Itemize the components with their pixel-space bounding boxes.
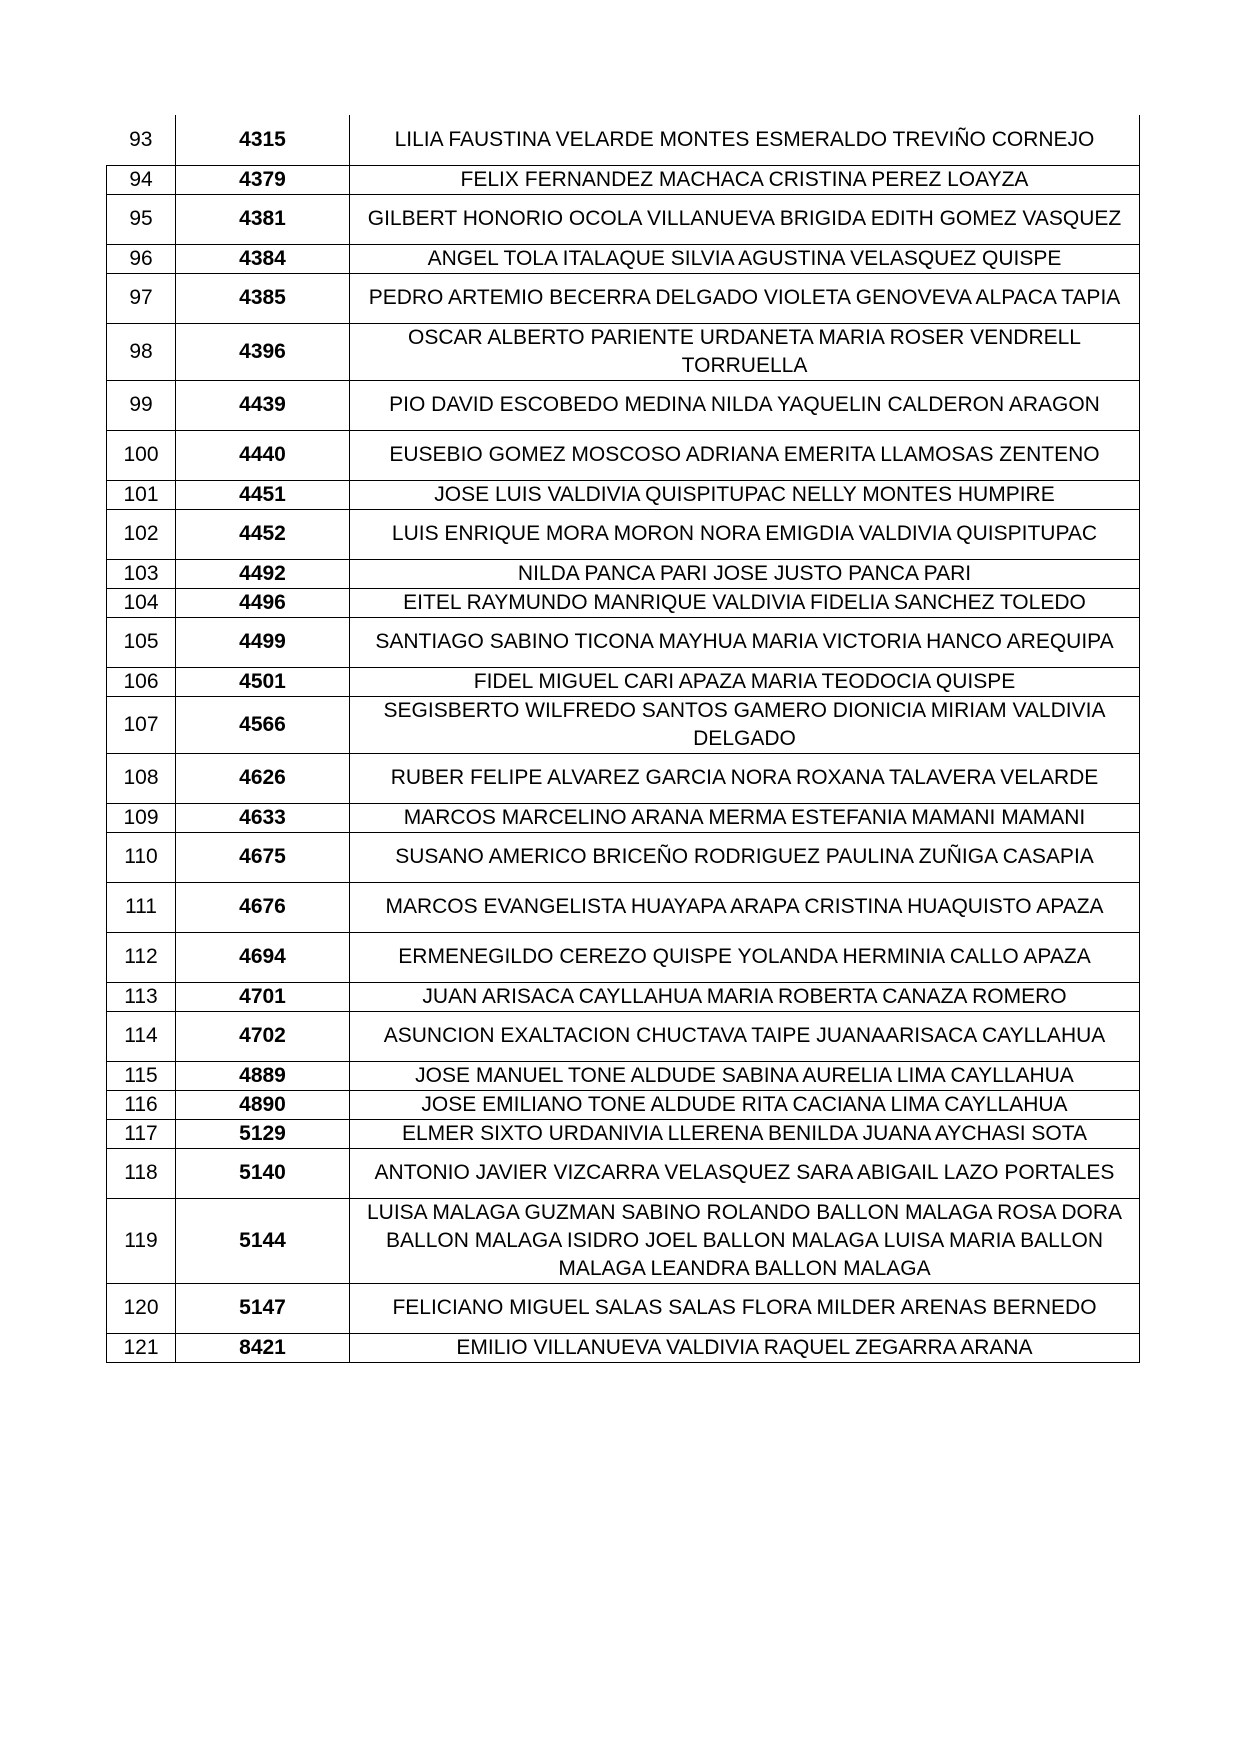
table-row: [107, 1333, 1140, 1362]
table-row: [107, 1119, 1140, 1148]
table-row: [107, 559, 1140, 588]
row-number: 94: [107, 165, 176, 194]
row-number: 120: [107, 1283, 176, 1333]
table-row: [107, 244, 1140, 273]
row-number: 116: [107, 1090, 176, 1119]
table-row: [107, 832, 1140, 882]
row-code: 4381: [176, 194, 350, 244]
row-names: SEGISBERTO WILFREDO SANTOS GAMERO DIONICIA MIRIAM VALDIVIA DELGADO: [350, 696, 1140, 753]
row-number: 107: [107, 696, 176, 753]
row-number: 97: [107, 273, 176, 323]
row-number: 114: [107, 1011, 176, 1061]
row-code: 4676: [176, 882, 350, 932]
table-row: [107, 1090, 1140, 1119]
row-number: 99: [107, 380, 176, 430]
row-number: 105: [107, 617, 176, 667]
row-code: 4889: [176, 1061, 350, 1090]
row-number: 113: [107, 982, 176, 1011]
row-names: LUIS ENRIQUE MORA MORON NORA EMIGDIA VALDIVIA QUISPITUPAC: [350, 509, 1140, 559]
row-names: PIO DAVID ESCOBEDO MEDINA NILDA YAQUELIN CALDERON ARAGON: [350, 380, 1140, 430]
row-names: LILIA FAUSTINA VELARDE MONTES ESMERALDO TREVIÑO CORNEJO: [350, 115, 1140, 165]
row-number: 102: [107, 509, 176, 559]
row-code: 4890: [176, 1090, 350, 1119]
table-row: [107, 165, 1140, 194]
row-code: 4702: [176, 1011, 350, 1061]
row-names: MARCOS EVANGELISTA HUAYAPA ARAPA CRISTINA HUAQUISTO APAZA: [350, 882, 1140, 932]
row-names: RUBER FELIPE ALVAREZ GARCIA NORA ROXANA TALAVERA VELARDE: [350, 753, 1140, 803]
row-code: 4496: [176, 588, 350, 617]
row-code: 4439: [176, 380, 350, 430]
row-names: GILBERT HONORIO OCOLA VILLANUEVA BRIGIDA EDITH GOMEZ VASQUEZ: [350, 194, 1140, 244]
row-names: ERMENEGILDO CEREZO QUISPE YOLANDA HERMINIA CALLO APAZA: [350, 932, 1140, 982]
row-number: 119: [107, 1198, 176, 1283]
row-code: 4385: [176, 273, 350, 323]
row-names: FELICIANO MIGUEL SALAS SALAS FLORA MILDER ARENAS BERNEDO: [350, 1283, 1140, 1333]
row-number: 96: [107, 244, 176, 273]
table-row: [107, 982, 1140, 1011]
table-row: [107, 588, 1140, 617]
row-names: ANTONIO JAVIER VIZCARRA VELASQUEZ SARA ABIGAIL LAZO PORTALES: [350, 1148, 1140, 1198]
row-names: MARCOS MARCELINO ARANA MERMA ESTEFANIA MAMANI MAMANI: [350, 803, 1140, 832]
table-row: [107, 803, 1140, 832]
row-names: JUAN ARISACA CAYLLAHUA MARIA ROBERTA CANAZA ROMERO: [350, 982, 1140, 1011]
table-row: [107, 1283, 1140, 1333]
table-row: [107, 380, 1140, 430]
row-code: 5144: [176, 1198, 350, 1283]
row-code: 5147: [176, 1283, 350, 1333]
row-code: 4633: [176, 803, 350, 832]
table-row: [107, 617, 1140, 667]
row-code: 4440: [176, 430, 350, 480]
row-code: 4501: [176, 667, 350, 696]
row-number: 111: [107, 882, 176, 932]
row-code: 4492: [176, 559, 350, 588]
row-names: ASUNCION EXALTACION CHUCTAVA TAIPE JUANAARISACA CAYLLAHUA: [350, 1011, 1140, 1061]
row-code: 4694: [176, 932, 350, 982]
table-row: [107, 932, 1140, 982]
table-row: [107, 882, 1140, 932]
row-number: 104: [107, 588, 176, 617]
row-names: OSCAR ALBERTO PARIENTE URDANETA MARIA ROSER VENDRELL TORRUELLA: [350, 323, 1140, 380]
table-row: [107, 1011, 1140, 1061]
row-code: 8421: [176, 1333, 350, 1362]
table-row: [107, 323, 1140, 380]
table-row: [107, 753, 1140, 803]
row-names: LUISA MALAGA GUZMAN SABINO ROLANDO BALLON MALAGA ROSA DORA BALLON MALAGA ISIDRO JOEL BALLON MALAGA LUISA MARIA BALLON MALAGA LEANDRA BALLON MALAGA: [350, 1198, 1140, 1283]
row-code: 4315: [176, 115, 350, 165]
row-names: EMILIO VILLANUEVA VALDIVIA RAQUEL ZEGARRA ARANA: [350, 1333, 1140, 1362]
row-number: 118: [107, 1148, 176, 1198]
row-names: SANTIAGO SABINO TICONA MAYHUA MARIA VICTORIA HANCO AREQUIPA: [350, 617, 1140, 667]
row-names: NILDA PANCA PARI JOSE JUSTO PANCA PARI: [350, 559, 1140, 588]
table-row: [107, 480, 1140, 509]
row-number: 100: [107, 430, 176, 480]
row-number: 95: [107, 194, 176, 244]
table-row: [107, 696, 1140, 753]
row-names: SUSANO AMERICO BRICEÑO RODRIGUEZ PAULINA ZUÑIGA CASAPIA: [350, 832, 1140, 882]
row-number: 93: [107, 115, 176, 165]
row-names: JOSE LUIS VALDIVIA QUISPITUPAC NELLY MONTES HUMPIRE: [350, 480, 1140, 509]
row-names: EITEL RAYMUNDO MANRIQUE VALDIVIA FIDELIA SANCHEZ TOLEDO: [350, 588, 1140, 617]
row-names: JOSE EMILIANO TONE ALDUDE RITA CACIANA LIMA CAYLLAHUA: [350, 1090, 1140, 1119]
row-code: 4451: [176, 480, 350, 509]
row-number: 115: [107, 1061, 176, 1090]
table-row: [107, 194, 1140, 244]
row-number: 117: [107, 1119, 176, 1148]
table-row: [107, 509, 1140, 559]
row-code: 4566: [176, 696, 350, 753]
row-code: 4384: [176, 244, 350, 273]
table-row: [107, 430, 1140, 480]
row-number: 109: [107, 803, 176, 832]
row-names: EUSEBIO GOMEZ MOSCOSO ADRIANA EMERITA LLAMOSAS ZENTENO: [350, 430, 1140, 480]
row-number: 108: [107, 753, 176, 803]
row-code: 5140: [176, 1148, 350, 1198]
row-number: 101: [107, 480, 176, 509]
registry-table: [106, 115, 1140, 1363]
table-row: [107, 273, 1140, 323]
row-code: 4626: [176, 753, 350, 803]
table-row: [107, 115, 1140, 165]
row-names: JOSE MANUEL TONE ALDUDE SABINA AURELIA LIMA CAYLLAHUA: [350, 1061, 1140, 1090]
row-code: 4379: [176, 165, 350, 194]
row-names: ANGEL TOLA ITALAQUE SILVIA AGUSTINA VELASQUEZ QUISPE: [350, 244, 1140, 273]
table-row: [107, 1061, 1140, 1090]
table-row: [107, 1198, 1140, 1283]
row-number: 98: [107, 323, 176, 380]
table-row: [107, 667, 1140, 696]
row-names: FELIX FERNANDEZ MACHACA CRISTINA PEREZ LOAYZA: [350, 165, 1140, 194]
row-names: ELMER SIXTO URDANIVIA LLERENA BENILDA JUANA AYCHASI SOTA: [350, 1119, 1140, 1148]
row-names: FIDEL MIGUEL CARI APAZA MARIA TEODOCIA QUISPE: [350, 667, 1140, 696]
row-names: PEDRO ARTEMIO BECERRA DELGADO VIOLETA GENOVEVA ALPACA TAPIA: [350, 273, 1140, 323]
table-body: [107, 115, 1140, 1362]
row-code: 4675: [176, 832, 350, 882]
row-number: 103: [107, 559, 176, 588]
row-number: 121: [107, 1333, 176, 1362]
row-number: 110: [107, 832, 176, 882]
row-number: 106: [107, 667, 176, 696]
table-row: [107, 1148, 1140, 1198]
row-code: 4452: [176, 509, 350, 559]
row-code: 4396: [176, 323, 350, 380]
row-code: 4499: [176, 617, 350, 667]
row-number: 112: [107, 932, 176, 982]
row-code: 4701: [176, 982, 350, 1011]
row-code: 5129: [176, 1119, 350, 1148]
